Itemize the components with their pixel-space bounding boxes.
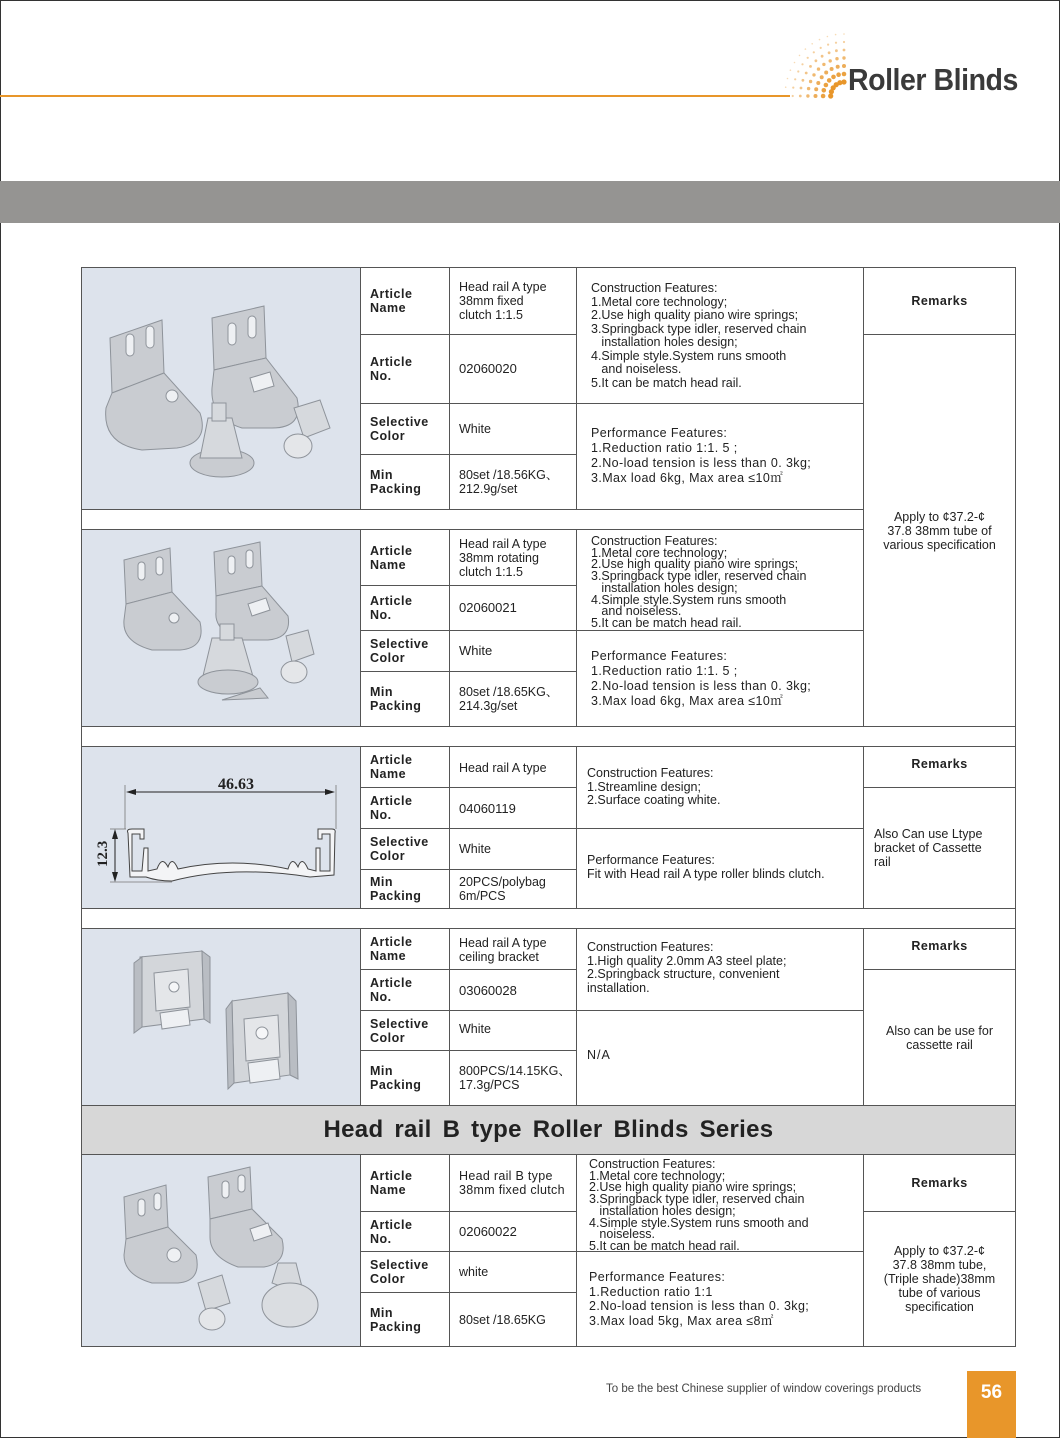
- logo-dot: [835, 34, 837, 36]
- logo-dot: [813, 51, 815, 53]
- logo-dot: [799, 55, 801, 57]
- article-no-label: Article No.: [360, 969, 450, 1011]
- logo-dot: [785, 86, 787, 88]
- logo-dot: [807, 87, 810, 90]
- logo-dot: [814, 87, 818, 91]
- height-dimension: 12.3: [95, 840, 111, 867]
- logo-dot: [827, 78, 832, 83]
- article-name-label: Article Name: [360, 1154, 450, 1212]
- logo-dot: [842, 64, 846, 68]
- selective-color-value: White: [449, 630, 577, 672]
- logo-dot: [828, 51, 831, 54]
- logo-dot: [819, 39, 821, 41]
- logo-dot: [809, 65, 812, 68]
- selective-color-label: Selective Color: [360, 630, 450, 672]
- construction-features: Construction Features: 1.Metal core technology; 2.Use high quality piano wire springs; 3.Springback type idler, reserved chain installation holes design; 4.Simple style.System runs smooth and noiseless. 5.It can be match head rail.: [576, 529, 864, 631]
- sunburst-dots-icon: [772, 28, 852, 102]
- header-accent-line: [0, 95, 790, 97]
- logo-dot: [794, 62, 796, 64]
- logo-dot: [797, 70, 799, 72]
- article-no-value: 02060021: [449, 585, 577, 631]
- logo-dot: [817, 67, 820, 70]
- logo-dot: [814, 94, 818, 98]
- remarks-value: Apply to ¢37.2-¢ 37.8 38mm tube of various specification: [863, 334, 1016, 727]
- logo-dot: [811, 43, 813, 45]
- logo-dot: [822, 63, 825, 66]
- min-packing-label: Min Packing: [360, 1050, 450, 1106]
- logo-dot: [830, 67, 834, 71]
- logo-dot: [843, 49, 846, 52]
- product-image-cell: [81, 928, 361, 1106]
- article-name-value: Head rail A type 38mm rotating clutch 1:1.5: [449, 529, 577, 586]
- article-no-value: 02060022: [449, 1211, 577, 1252]
- article-no-value: 02060020: [449, 334, 577, 404]
- logo-dot: [842, 72, 847, 77]
- logo-dot: [816, 81, 820, 85]
- logo-dot: [805, 72, 808, 75]
- min-packing-label: Min Packing: [360, 869, 450, 909]
- product-image-cell: [81, 1154, 361, 1347]
- construction-features: Construction Features: 1.High quality 2.0mm A3 steel plate; 2.Springback structure, convenient installation.: [576, 928, 864, 1011]
- article-name-label: Article Name: [360, 529, 450, 586]
- logo-dot: [784, 95, 786, 97]
- logo-dot: [792, 95, 794, 97]
- brand-logo: [772, 28, 1022, 102]
- article-name-label: Article Name: [360, 267, 450, 335]
- logo-dot: [827, 44, 829, 46]
- article-name-label: Article Name: [360, 928, 450, 970]
- performance-features: Performance Features: Fit with Head rail A type roller blinds clutch.: [576, 828, 864, 909]
- article-name-value: Head rail B type 38mm fixed clutch: [449, 1154, 577, 1212]
- remarks-value: Also Can use Ltype bracket of Cassette rail: [863, 787, 1016, 909]
- logo-dot: [835, 57, 838, 60]
- logo-dot: [835, 42, 837, 44]
- min-packing-value: 80set /18.56KG、 212.9g/set: [449, 454, 577, 510]
- logo-dot: [787, 78, 789, 80]
- product-image-cell: [81, 267, 361, 510]
- logo-dot: [790, 69, 792, 71]
- row-spacer: [81, 726, 1016, 747]
- selective-color-label: Selective Color: [360, 828, 450, 870]
- article-no-value: 04060119: [449, 787, 577, 829]
- page-number: 56: [967, 1371, 1016, 1438]
- performance-features: Performance Features: 1.Reduction ratio 1:1 2.No-load tension is less than 0. 3kg; 3.Max load 5kg, Max area ≤8㎡: [576, 1251, 864, 1347]
- article-no-label: Article No.: [360, 585, 450, 631]
- logo-dot: [843, 41, 845, 43]
- remarks-header: Remarks: [863, 267, 1016, 335]
- row-spacer: [81, 509, 864, 530]
- selective-color-value: White: [449, 828, 577, 870]
- remarks-header: Remarks: [863, 746, 1016, 788]
- ceiling-bracket-image: [82, 929, 360, 1105]
- logo-dot: [831, 75, 836, 80]
- footer-tagline: To be the best Chinese supplier of window coverings products: [606, 1383, 922, 1395]
- article-name-label: Article Name: [360, 746, 450, 788]
- article-no-label: Article No.: [360, 1211, 450, 1252]
- min-packing-label: Min Packing: [360, 671, 450, 727]
- construction-features: Construction Features: 1.Metal core technology; 2.Use high quality piano wire springs; 3.Springback type idler, reserved chain installation holes design; 4.Simple style.System runs smooth and noiseless. 5.It can be match head rail.: [576, 267, 864, 404]
- logo-dot: [835, 49, 838, 52]
- series-title: Head rail B type Roller Blinds Series: [81, 1105, 1016, 1155]
- article-no-label: Article No.: [360, 787, 450, 829]
- remarks-header: Remarks: [863, 928, 1016, 970]
- rotating-clutch-bracket-set-image: [82, 530, 360, 726]
- brand-name: Roller Blinds: [848, 62, 1018, 97]
- logo-dot: [815, 59, 818, 62]
- clutch-bracket-set-image: [82, 268, 360, 509]
- logo-dot: [805, 48, 807, 50]
- article-no-value: 03060028: [449, 969, 577, 1011]
- article-name-value: Head rail A type: [449, 746, 577, 788]
- logo-dot: [824, 71, 828, 75]
- logo-dot: [794, 78, 796, 80]
- min-packing-label: Min Packing: [360, 1292, 450, 1347]
- selective-color-value: white: [449, 1251, 577, 1293]
- article-name-value: Head rail A type 38mm fixed clutch 1:1.5: [449, 267, 577, 335]
- logo-dot: [807, 57, 809, 59]
- logo-dot: [812, 73, 815, 76]
- logo-dot: [842, 56, 845, 59]
- article-name-value: Head rail A type ceiling bracket: [449, 928, 577, 970]
- min-packing-value: 80set /18.65KG: [449, 1292, 577, 1347]
- row-spacer: [81, 908, 1016, 929]
- logo-dot: [792, 87, 794, 89]
- logo-dot: [820, 47, 822, 49]
- selective-color-value: White: [449, 403, 577, 455]
- construction-features: Construction Features: 1.Metal core technology; 2.Use high quality piano wire springs; 3.Springback type idler, reserved chain installation holes design; 4.Simple style.System runs smooth and noiseless. 5.It can be match head rail.: [576, 1154, 864, 1252]
- performance-features: Performance Features: 1.Reduction ratio 1:1. 5 ; 2.No-load tension is less than 0. 3kg; 3.Max load 6kg, Max area ≤10㎡: [576, 403, 864, 510]
- width-dimension: 46.63: [218, 776, 254, 793]
- b-type-clutch-bracket-set-image: [82, 1155, 360, 1346]
- logo-dot: [821, 94, 826, 99]
- product-image-cell: [81, 746, 361, 909]
- logo-dot: [822, 88, 827, 93]
- logo-dot: [820, 75, 824, 79]
- min-packing-value: 800PCS/14.15KG、 17.3g/PCS: [449, 1050, 577, 1106]
- header-gray-band: [0, 181, 1060, 223]
- min-packing-label: Min Packing: [360, 454, 450, 510]
- head-rail-profile-image: [82, 747, 360, 908]
- logo-dot: [827, 36, 829, 38]
- logo-dot: [802, 79, 805, 82]
- logo-dot: [829, 59, 832, 62]
- selective-color-value: White: [449, 1010, 577, 1051]
- selective-color-label: Selective Color: [360, 403, 450, 455]
- logo-dot: [821, 55, 824, 58]
- article-no-label: Article No.: [360, 334, 450, 404]
- logo-dot: [809, 80, 812, 83]
- construction-features: Construction Features: 1.Streamline design; 2.Surface coating white.: [576, 746, 864, 829]
- logo-dot: [843, 33, 845, 35]
- min-packing-value: 80set /18.65KG、 214.3g/set: [449, 671, 577, 727]
- remarks-value: Also can be use for cassette rail: [863, 969, 1016, 1106]
- min-packing-value: 20PCS/polybag 6m/PCS: [449, 869, 577, 909]
- logo-dot: [836, 72, 841, 77]
- logo-dot: [801, 63, 803, 65]
- performance-features: Performance Features: 1.Reduction ratio 1:1. 5 ; 2.No-load tension is less than 0. 3kg; 3.Max load 6kg, Max area ≤10㎡: [576, 630, 864, 727]
- remarks-value: Apply to ¢37.2-¢ 37.8 38mm tube, (Triple shade)38mm tube of various specification: [863, 1211, 1016, 1347]
- product-image-cell: [81, 529, 361, 727]
- selective-color-label: Selective Color: [360, 1010, 450, 1051]
- logo-dot: [824, 83, 829, 88]
- logo-dot: [800, 87, 803, 90]
- logo-dot: [836, 65, 840, 69]
- selective-color-label: Selective Color: [360, 1251, 450, 1293]
- logo-dot: [841, 79, 846, 84]
- performance-features: N/A: [576, 1010, 864, 1106]
- logo-dot: [806, 94, 809, 97]
- remarks-header: Remarks: [863, 1154, 1016, 1212]
- logo-dot: [799, 95, 802, 98]
